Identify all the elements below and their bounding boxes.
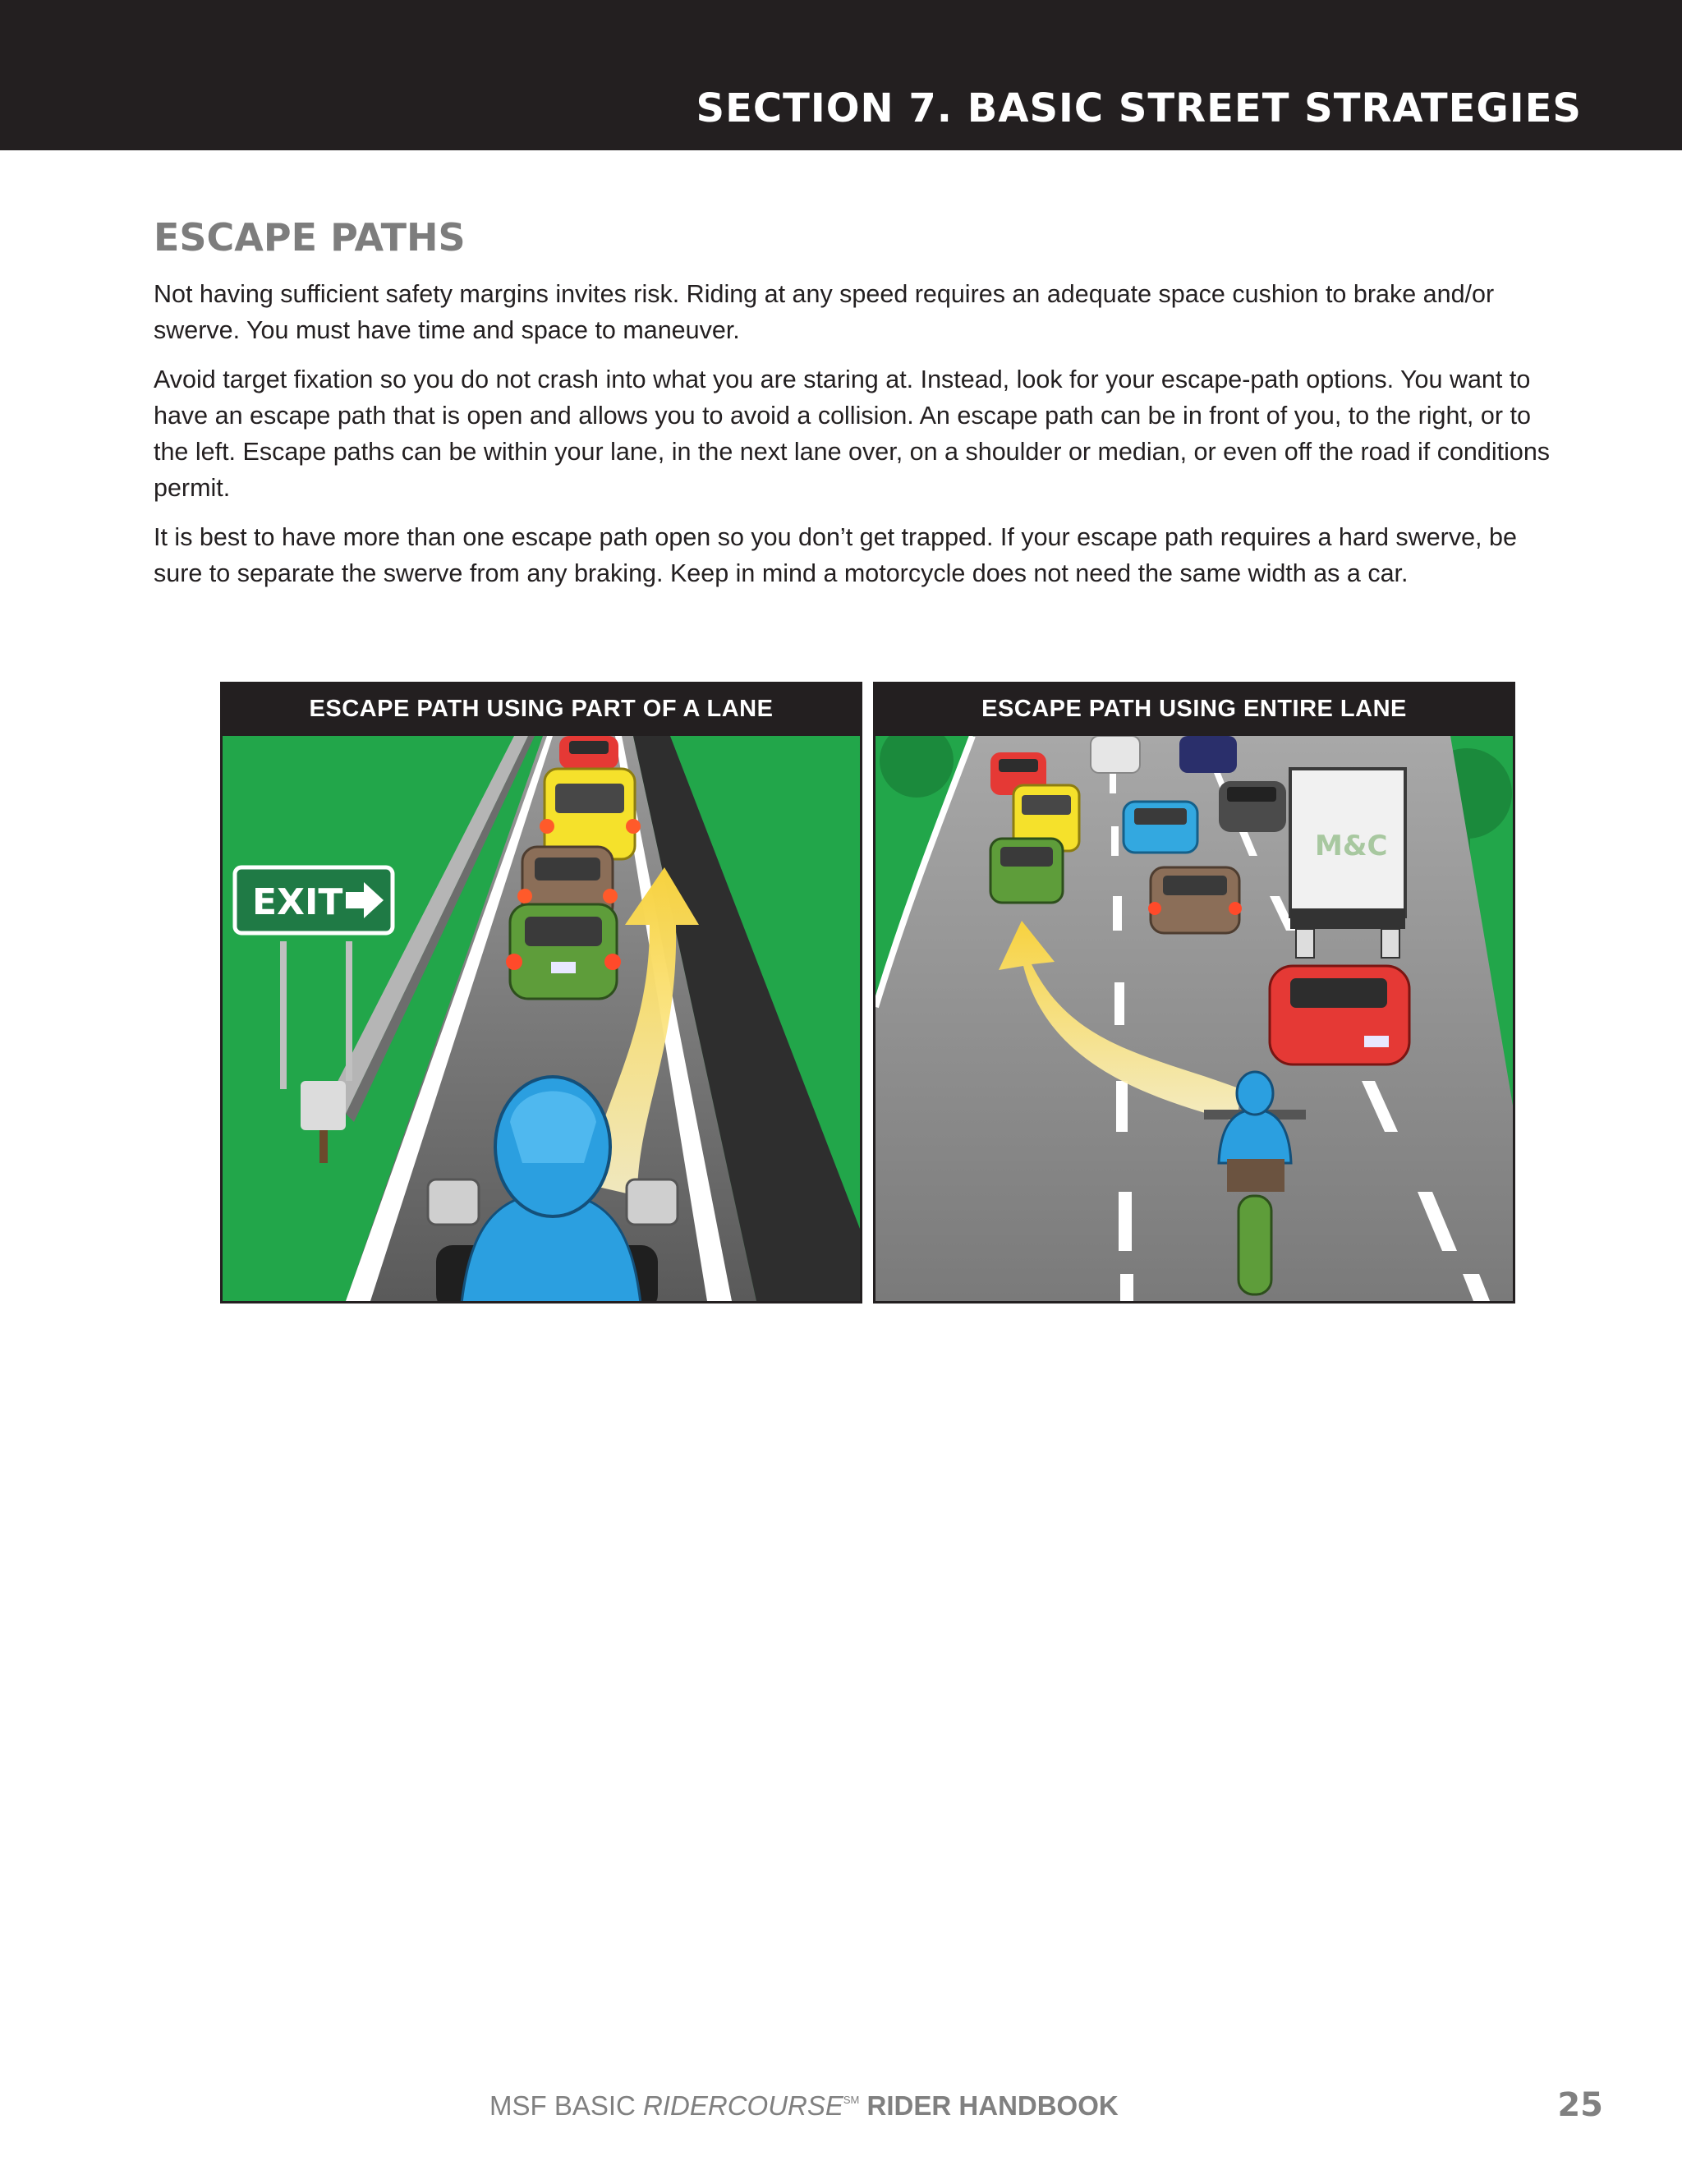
car-blue: [1124, 802, 1197, 853]
helmet: [1237, 1072, 1273, 1115]
left-mirror: [428, 1179, 479, 1225]
section-title: SECTION 7. BASIC STREET STRATEGIES: [696, 85, 1582, 131]
footer-title-regular: MSF BASIC: [489, 2090, 644, 2121]
paragraph-3: It is best to have more than one escape path open so you don’t get trapped. If your escape path requires a hard swerve, be sure to separate the swerve from any braking. Keep in mind a motorcycle does not need the same width as a car.: [154, 523, 1517, 587]
truck-logo: M&C: [1315, 830, 1388, 862]
illustration-part-of-lane: [223, 736, 860, 1301]
page-heading: ESCAPE PATHS: [154, 215, 466, 260]
figure-caption: ESCAPE PATH USING PART OF A LANE: [309, 696, 774, 722]
figure-caption: ESCAPE PATH USING ENTIRE LANE: [981, 696, 1407, 722]
car-red: [559, 736, 618, 769]
header-bar: [0, 0, 1682, 150]
car-dark-gray: [1219, 781, 1286, 832]
exit-sign-text: EXIT: [252, 881, 343, 923]
paragraph-1: Not having sufficient safety margins invites risk. Riding at any speed requires an adequate space cushion to brake and/or swerve. You must have time and space to maneuver.: [154, 280, 1495, 344]
car-green: [506, 904, 621, 999]
figure-part-of-lane: [220, 682, 862, 1304]
footer-title-mark: SM: [843, 2094, 860, 2106]
right-mirror: [627, 1179, 678, 1225]
car-green: [990, 839, 1063, 903]
illustration-entire-lane: [875, 736, 1513, 1301]
body-text: [154, 276, 1566, 605]
footer-title-bold: RIDER HANDBOOK: [859, 2090, 1119, 2121]
car-navy-far: [1179, 736, 1237, 773]
footer-title-italic: RIDERCOURSE: [643, 2090, 843, 2121]
paragraph-2: Avoid target fixation so you do not crash into what you are staring at. Instead, look for your escape-path options. You want to have an escape path that is open and allows you to avoid a collision. An escape path can be in front of you, to the right, or to the left. Escape paths can be within your lane, in the next lane over, on a shoulder or median, or even off the road if conditions permit.: [154, 366, 1551, 502]
car-white-far: [1091, 736, 1140, 773]
page-number: 25: [1557, 2086, 1603, 2124]
footer-title: [489, 2090, 1119, 2122]
figure-entire-lane: [873, 682, 1515, 1304]
car-brown: [1148, 867, 1242, 933]
car-red-near: [1270, 966, 1409, 1064]
